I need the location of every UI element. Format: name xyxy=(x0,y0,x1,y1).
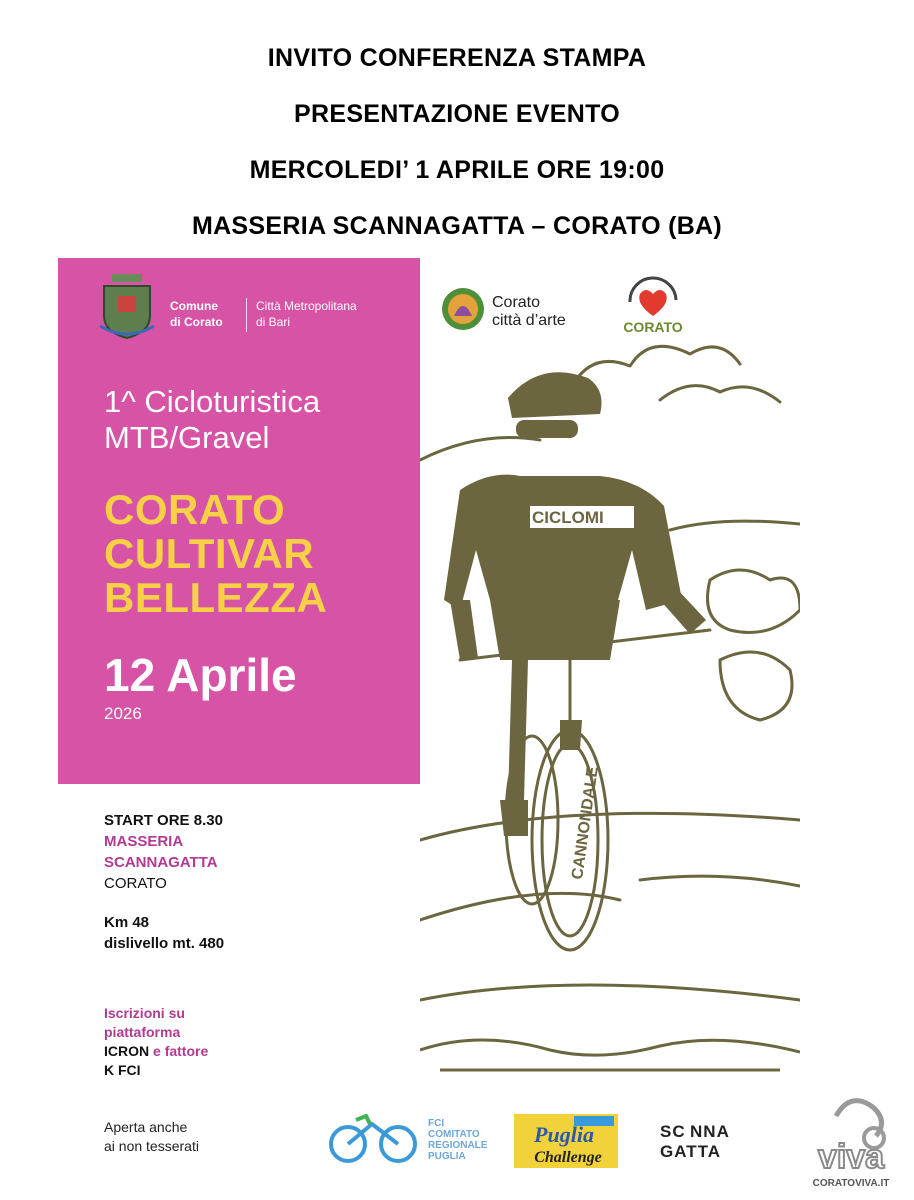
metro-label xyxy=(256,298,357,330)
headline-line2: CULTIVAR xyxy=(104,530,315,577)
header-line-invito: INVITO CONFERENZA STAMPA xyxy=(267,44,647,72)
puglia-challenge-logo-icon xyxy=(514,1114,618,1168)
cyclist-illustration xyxy=(420,280,800,1090)
route-info xyxy=(104,912,224,954)
event-title xyxy=(104,384,320,456)
corato-heart-logo-icon xyxy=(618,270,688,340)
venue-line1: MASSERIA xyxy=(104,833,184,850)
venue-town: CORATO xyxy=(104,875,167,892)
comune-label xyxy=(170,298,223,330)
headline-line1: CORATO xyxy=(104,486,286,533)
header-line-date: MERCOLEDI’ 1 APRILE ORE 19:00 xyxy=(249,156,665,184)
event-title-line1: 1^ Cicloturistica xyxy=(104,384,321,419)
metro-line2: di Bari xyxy=(256,315,291,329)
header-line-presentazione: PRESENTAZIONE EVENTO xyxy=(294,100,620,128)
event-year: 2026 xyxy=(104,704,142,723)
puglia-line1: Puglia xyxy=(534,1122,594,1147)
metro-line1: Città Metropolitana xyxy=(256,299,357,313)
puglia-line2: Challenge xyxy=(534,1149,602,1166)
start-info xyxy=(104,810,223,894)
scannagatta-logo xyxy=(660,1122,730,1162)
venue-line2: SCANNAGATTA xyxy=(104,854,218,871)
reg-line2: piattaforma xyxy=(104,1024,181,1040)
reg-line4: K FCI xyxy=(104,1062,141,1078)
event-headline xyxy=(104,488,327,620)
fci-text xyxy=(428,1118,487,1162)
watermark-site: CORATOVIVA.IT xyxy=(812,1178,890,1189)
arte-line1: Corato xyxy=(492,294,541,311)
corato-logo-text: CORATO xyxy=(623,319,683,335)
event-title-line2: MTB/Gravel xyxy=(104,420,270,455)
comune-line1: Comune xyxy=(170,299,218,313)
comune-crest-icon xyxy=(96,272,158,340)
scanna-line1: SC NNA xyxy=(660,1122,730,1141)
corato-citta-arte-logo-icon xyxy=(440,286,486,332)
fci-line4: PUGLIA xyxy=(428,1151,466,1162)
open-note xyxy=(104,1118,199,1156)
header-divider xyxy=(246,298,247,332)
reg-fattore: e fattore xyxy=(149,1043,209,1059)
route-elevation: dislivello mt. 480 xyxy=(104,935,225,952)
start-time: START ORE 8.30 xyxy=(104,812,223,829)
registration-info xyxy=(104,1004,208,1080)
reg-icron: ICRON xyxy=(104,1043,150,1059)
fci-line3: REGIONALE xyxy=(428,1140,488,1151)
open-line1: Aperta anche xyxy=(104,1119,188,1135)
fci-bike-logo-icon xyxy=(326,1114,420,1166)
open-line2: ai non tesserati xyxy=(104,1138,199,1154)
bike-brand-text: CANNONDALE xyxy=(569,765,602,881)
reg-line1: Iscrizioni su xyxy=(104,1005,185,1021)
jersey-text: CICLOMI xyxy=(532,508,604,527)
arte-line2: città d’arte xyxy=(492,312,566,329)
viva-watermark-icon xyxy=(796,1086,906,1190)
header-line-venue: MASSERIA SCANNAGATTA – CORATO (BA) xyxy=(191,212,723,240)
watermark-brand: viva xyxy=(817,1138,885,1176)
headline-line3: BELLEZZA xyxy=(104,574,328,621)
event-date: 12 Aprile xyxy=(104,649,297,701)
fci-line1: FCI xyxy=(428,1118,445,1129)
scanna-line2: GATTA xyxy=(660,1142,722,1161)
comune-line2: di Corato xyxy=(170,315,223,329)
corato-citta-arte-text xyxy=(492,294,566,330)
route-km: Km 48 xyxy=(104,914,150,931)
fci-line2: COMITATO xyxy=(428,1129,480,1140)
